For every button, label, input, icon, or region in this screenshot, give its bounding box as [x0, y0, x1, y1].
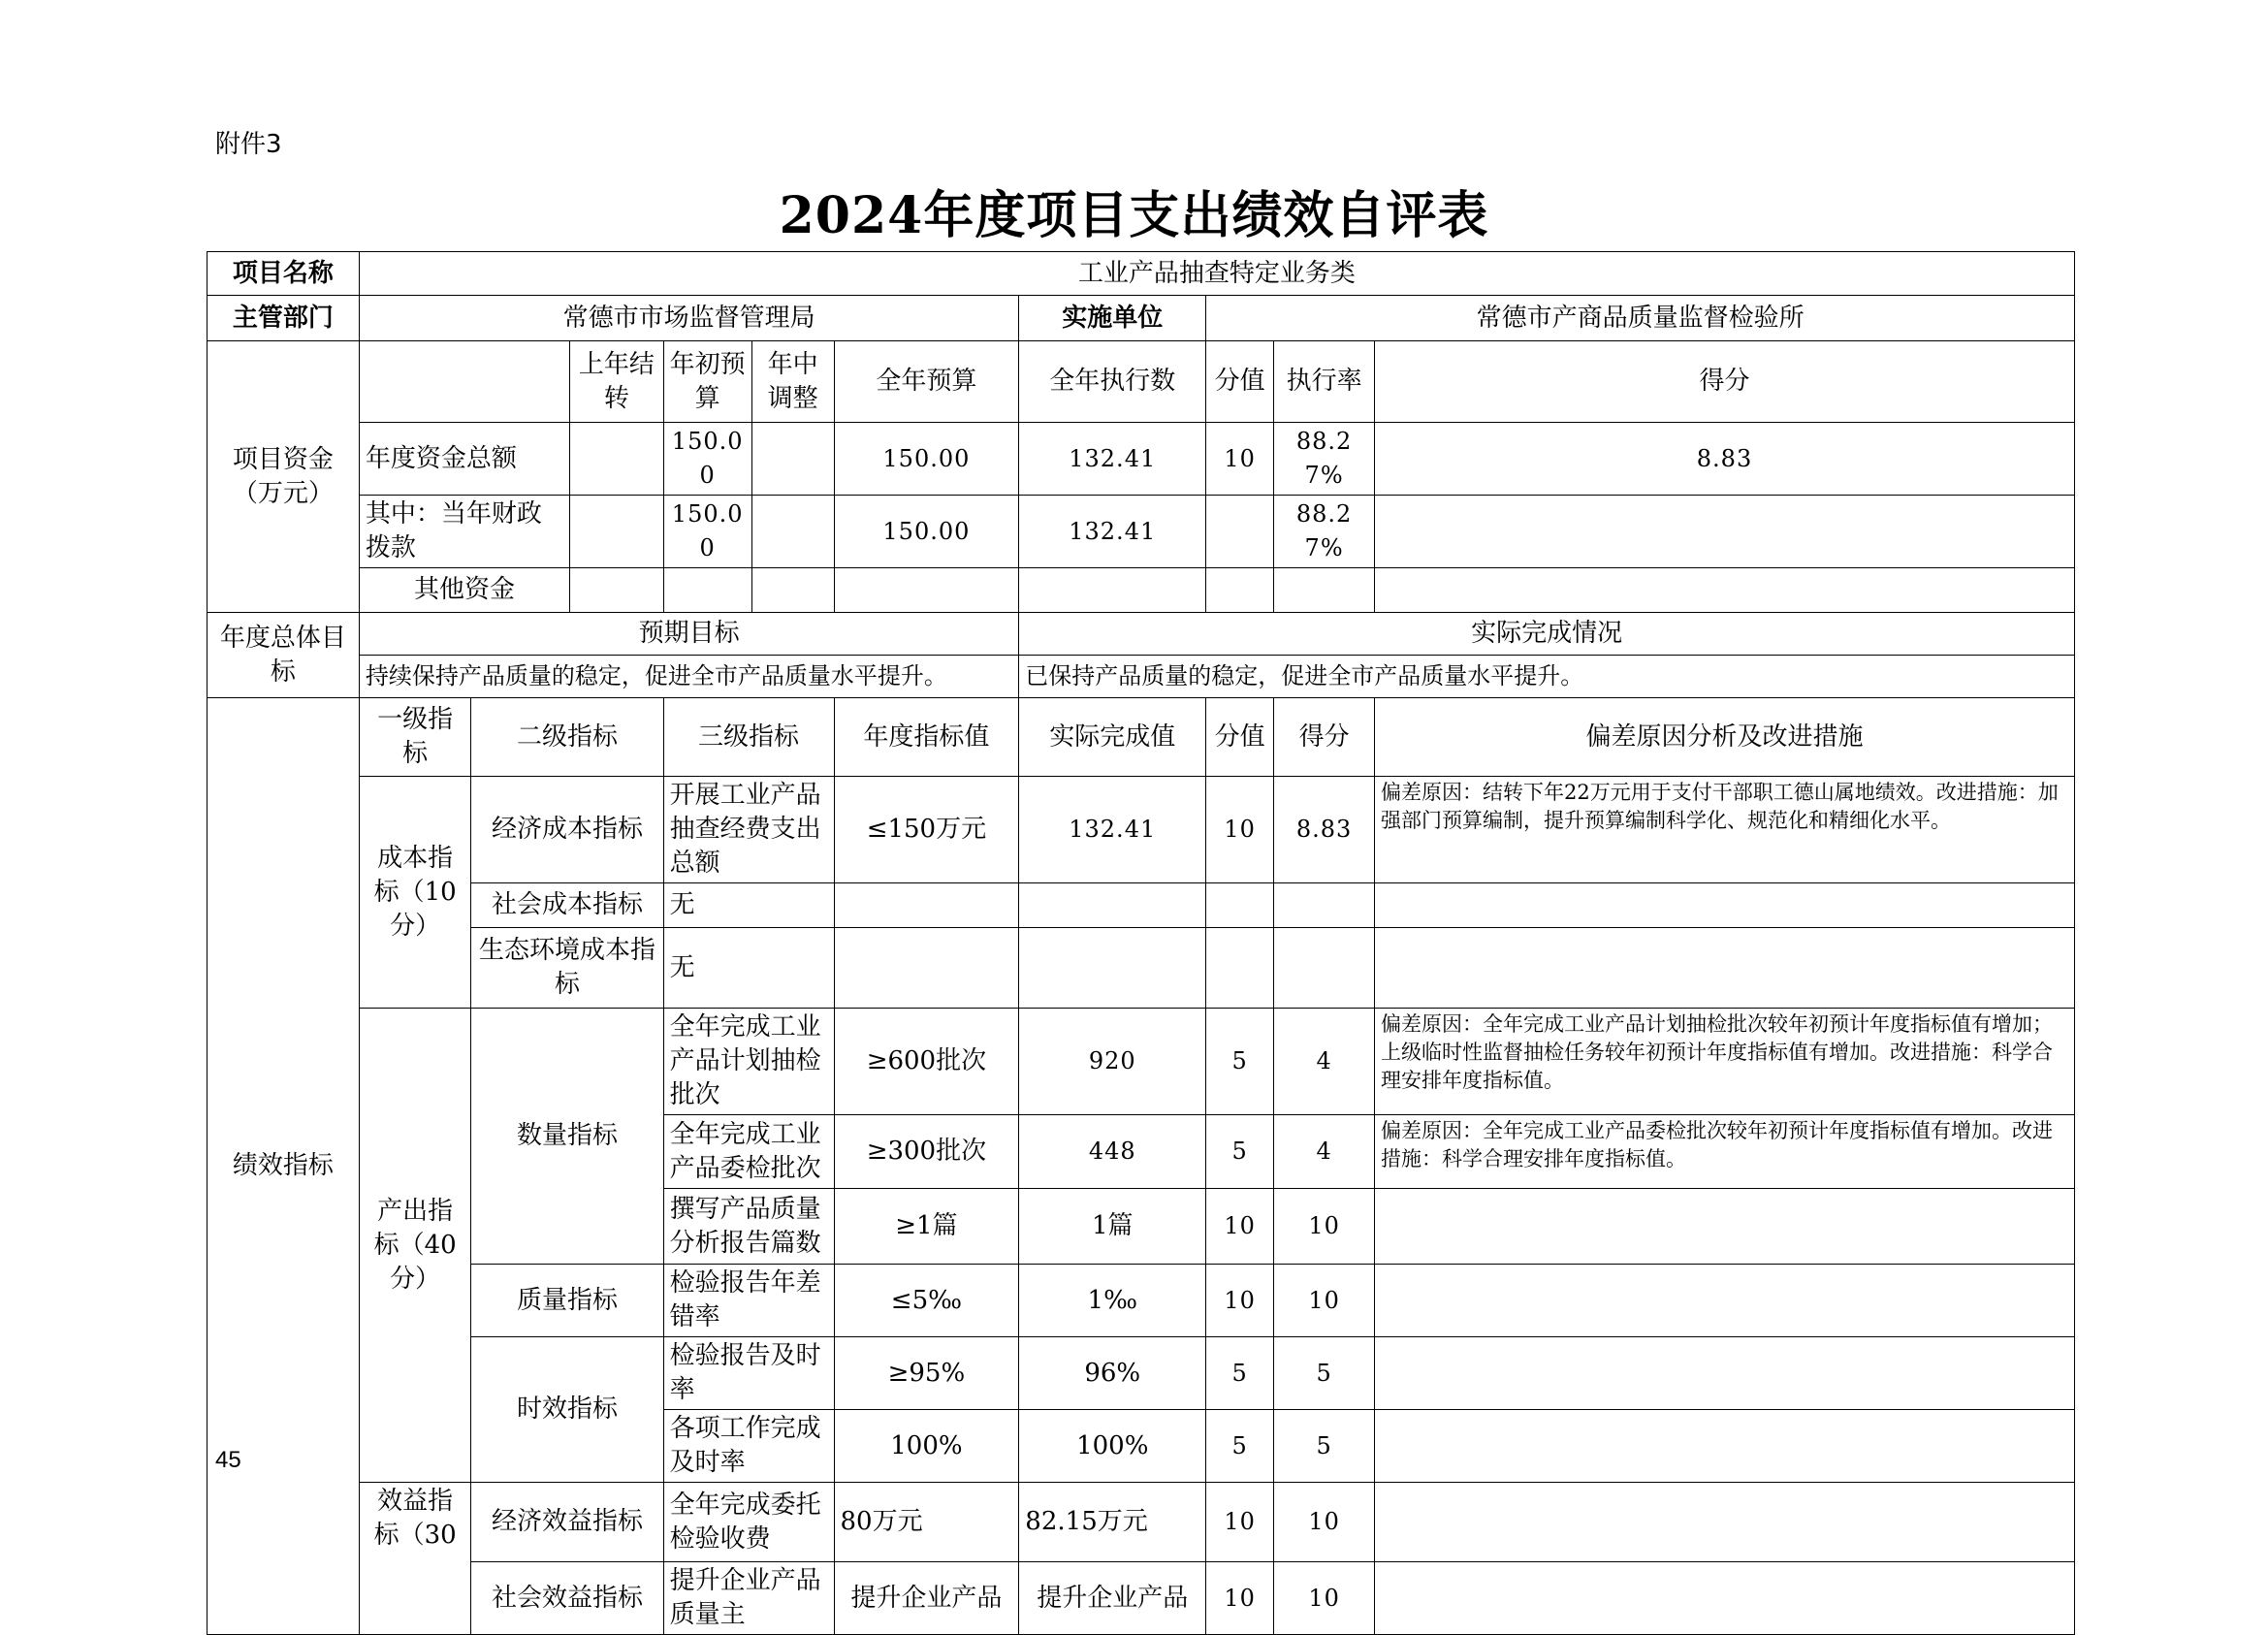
output-note: 偏差原因：全年完成工业产品委检批次较年初预计年度指标值有增加。改进措施：科学合理安排年度指标值。	[1375, 1115, 2075, 1189]
funds-row-exec	[1019, 568, 1206, 613]
cost-l2: 经济成本指标	[471, 777, 663, 883]
funds-header-carry: 上年结转	[570, 341, 663, 423]
cost-l3: 开展工业产品抽查经费支出总额	[663, 777, 834, 883]
funds-header-weight: 分值	[1206, 341, 1274, 423]
dept-label: 主管部门	[208, 296, 360, 341]
benefit-note	[1375, 1562, 2075, 1635]
perf-header-actual: 实际完成值	[1019, 698, 1206, 777]
funds-header-initial: 年初预算	[663, 341, 751, 423]
output-score: 10	[1274, 1189, 1375, 1265]
cost-note: 偏差原因：结转下年22万元用于支付干部职工德山属地绩效。改进措施：加强部门预算编制，提升预算编制科学化、规范化和精细化水平。	[1375, 777, 2075, 883]
output-l3: 全年完成工业产品计划抽检批次	[663, 1009, 834, 1115]
cost-l2: 生态环境成本指标	[471, 928, 663, 1009]
cost-l3: 无	[663, 883, 834, 928]
output-note	[1375, 1410, 2075, 1483]
output-weight: 5	[1206, 1337, 1274, 1410]
funds-header-exec: 全年执行数	[1019, 341, 1206, 423]
benefit-score: 10	[1274, 1483, 1375, 1562]
cost-actual	[1019, 928, 1206, 1009]
cost-target	[834, 883, 1019, 928]
funds-header-rate: 执行率	[1274, 341, 1375, 423]
funds-row-score	[1375, 496, 2075, 568]
output-l1: 产出指标（40分）	[359, 1009, 471, 1483]
goal-expected-header: 预期目标	[359, 613, 1018, 656]
cost-l1: 成本指标（10分）	[359, 777, 471, 1009]
funds-row-exec: 132.41	[1019, 496, 1206, 568]
benefit-l2: 社会效益指标	[471, 1562, 663, 1635]
funds-row-exec: 132.41	[1019, 423, 1206, 496]
page-title: 2024年度项目支出绩效自评表	[779, 186, 1489, 245]
output-l3: 检验报告年差错率	[663, 1265, 834, 1337]
output-target: 100%	[834, 1410, 1019, 1483]
funds-row-rate	[1274, 568, 1375, 613]
output-time-l2: 时效指标	[471, 1337, 663, 1483]
funds-row-weight	[1206, 568, 1274, 613]
output-target: ≥1篇	[834, 1189, 1019, 1265]
cost-actual	[1019, 883, 1206, 928]
funds-row-initial	[663, 568, 751, 613]
output-actual: 1‰	[1019, 1265, 1206, 1337]
output-weight: 10	[1206, 1265, 1274, 1337]
cost-actual: 132.41	[1019, 777, 1206, 883]
funds-label: 项目资金（万元）	[208, 341, 360, 613]
output-score: 5	[1274, 1410, 1375, 1483]
output-note	[1375, 1189, 2075, 1265]
funds-row-score	[1375, 568, 2075, 613]
output-actual: 100%	[1019, 1410, 1206, 1483]
output-qty-l2: 数量指标	[471, 1009, 663, 1265]
output-score: 5	[1274, 1337, 1375, 1410]
funds-row-name: 其他资金	[359, 568, 569, 613]
perf-header-l1: 一级指标	[359, 698, 471, 777]
impl-value: 常德市产商品质量监督检验所	[1206, 296, 2075, 341]
perf-header-weight: 分值	[1206, 698, 1274, 777]
funds-header-blank	[359, 341, 569, 423]
output-actual: 448	[1019, 1115, 1206, 1189]
output-score: 4	[1274, 1009, 1375, 1115]
project-name: 工业产品抽查特定业务类	[359, 252, 2074, 296]
funds-row-carry	[570, 568, 663, 613]
funds-row-weight	[1206, 496, 1274, 568]
output-target: ≥300批次	[834, 1115, 1019, 1189]
dept-value: 常德市市场监督管理局	[359, 296, 1018, 341]
benefit-l3: 全年完成委托检验收费	[663, 1483, 834, 1562]
perf-header-l3: 三级指标	[663, 698, 834, 777]
goal-actual-header: 实际完成情况	[1019, 613, 2075, 656]
output-l3: 各项工作完成及时率	[663, 1410, 834, 1483]
benefit-note	[1375, 1483, 2075, 1562]
funds-row-adjust	[751, 423, 834, 496]
output-note	[1375, 1337, 2075, 1410]
cost-target: ≤150万元	[834, 777, 1019, 883]
funds-row-carry	[570, 496, 663, 568]
benefit-score: 10	[1274, 1562, 1375, 1635]
output-note	[1375, 1265, 2075, 1337]
benefit-actual: 82.15万元	[1019, 1483, 1206, 1562]
perf-header-note: 偏差原因分析及改进措施	[1375, 698, 2075, 777]
impl-label: 实施单位	[1019, 296, 1206, 341]
benefit-target: 80万元	[834, 1483, 1019, 1562]
benefit-target: 提升企业产品	[834, 1562, 1019, 1635]
goal-actual: 已保持产品质量的稳定，促进全市产品质量水平提升。	[1019, 656, 2075, 698]
cost-target	[834, 928, 1019, 1009]
benefit-l2: 经济效益指标	[471, 1483, 663, 1562]
benefit-l3: 提升企业产品质量主	[663, 1562, 834, 1635]
funds-row-rate: 88.27%	[1274, 423, 1375, 496]
performance-table	[207, 251, 2075, 1635]
output-weight: 5	[1206, 1410, 1274, 1483]
cost-l3: 无	[663, 928, 834, 1009]
output-actual: 1篇	[1019, 1189, 1206, 1265]
cost-score	[1274, 883, 1375, 928]
output-l3: 检验报告及时率	[663, 1337, 834, 1410]
output-actual: 96%	[1019, 1337, 1206, 1410]
cost-score	[1274, 928, 1375, 1009]
benefit-l1: 效益指标（30	[359, 1483, 471, 1635]
cost-l2: 社会成本指标	[471, 883, 663, 928]
cost-note	[1375, 883, 2075, 928]
funds-row-name: 年度资金总额	[359, 423, 569, 496]
cost-weight: 10	[1206, 777, 1274, 883]
funds-header-score: 得分	[1375, 341, 2075, 423]
benefit-actual: 提升企业产品	[1019, 1562, 1206, 1635]
project-name-label: 项目名称	[208, 252, 360, 296]
output-weight: 10	[1206, 1189, 1274, 1265]
perf-header-score: 得分	[1274, 698, 1375, 777]
attachment-label: 附件3	[215, 130, 282, 159]
benefit-weight: 10	[1206, 1562, 1274, 1635]
funds-row-annual: 150.00	[834, 423, 1019, 496]
benefit-weight: 10	[1206, 1483, 1274, 1562]
funds-row-weight: 10	[1206, 423, 1274, 496]
funds-row-annual	[834, 568, 1019, 613]
cost-note	[1375, 928, 2075, 1009]
cost-weight	[1206, 928, 1274, 1009]
funds-row-initial: 150.00	[663, 496, 751, 568]
funds-row-annual: 150.00	[834, 496, 1019, 568]
output-weight: 5	[1206, 1009, 1274, 1115]
funds-header-annual: 全年预算	[834, 341, 1019, 423]
output-note: 偏差原因：全年完成工业产品计划抽检批次较年初预计年度指标值有增加；上级临时性监督抽检任务较年初预计年度指标值有增加。改进措施：科学合理安排年度指标值。	[1375, 1009, 2075, 1115]
funds-row-score: 8.83	[1375, 423, 2075, 496]
output-weight: 5	[1206, 1115, 1274, 1189]
goal-label: 年度总体目标	[208, 613, 360, 698]
funds-row-name: 其中：当年财政拨款	[359, 496, 569, 568]
perf-header-target: 年度指标值	[834, 698, 1019, 777]
funds-header-adjust: 年中调整	[751, 341, 834, 423]
cost-weight	[1206, 883, 1274, 928]
perf-label: 绩效指标	[208, 698, 360, 1635]
page-number: 45	[215, 1447, 241, 1473]
funds-row-initial: 150.00	[663, 423, 751, 496]
funds-row-adjust	[751, 496, 834, 568]
funds-row-rate: 88.27%	[1274, 496, 1375, 568]
goal-expected: 持续保持产品质量的稳定，促进全市产品质量水平提升。	[359, 656, 1018, 698]
funds-row-adjust	[751, 568, 834, 613]
output-l3: 撰写产品质量分析报告篇数	[663, 1189, 834, 1265]
output-score: 4	[1274, 1115, 1375, 1189]
cost-score: 8.83	[1274, 777, 1375, 883]
output-l3: 全年完成工业产品委检批次	[663, 1115, 834, 1189]
output-target: ≤5‰	[834, 1265, 1019, 1337]
output-target: ≥95%	[834, 1337, 1019, 1410]
funds-row-carry	[570, 423, 663, 496]
perf-header-l2: 二级指标	[471, 698, 663, 777]
output-score: 10	[1274, 1265, 1375, 1337]
output-quality-l2: 质量指标	[471, 1265, 663, 1337]
output-target: ≥600批次	[834, 1009, 1019, 1115]
output-actual: 920	[1019, 1009, 1206, 1115]
